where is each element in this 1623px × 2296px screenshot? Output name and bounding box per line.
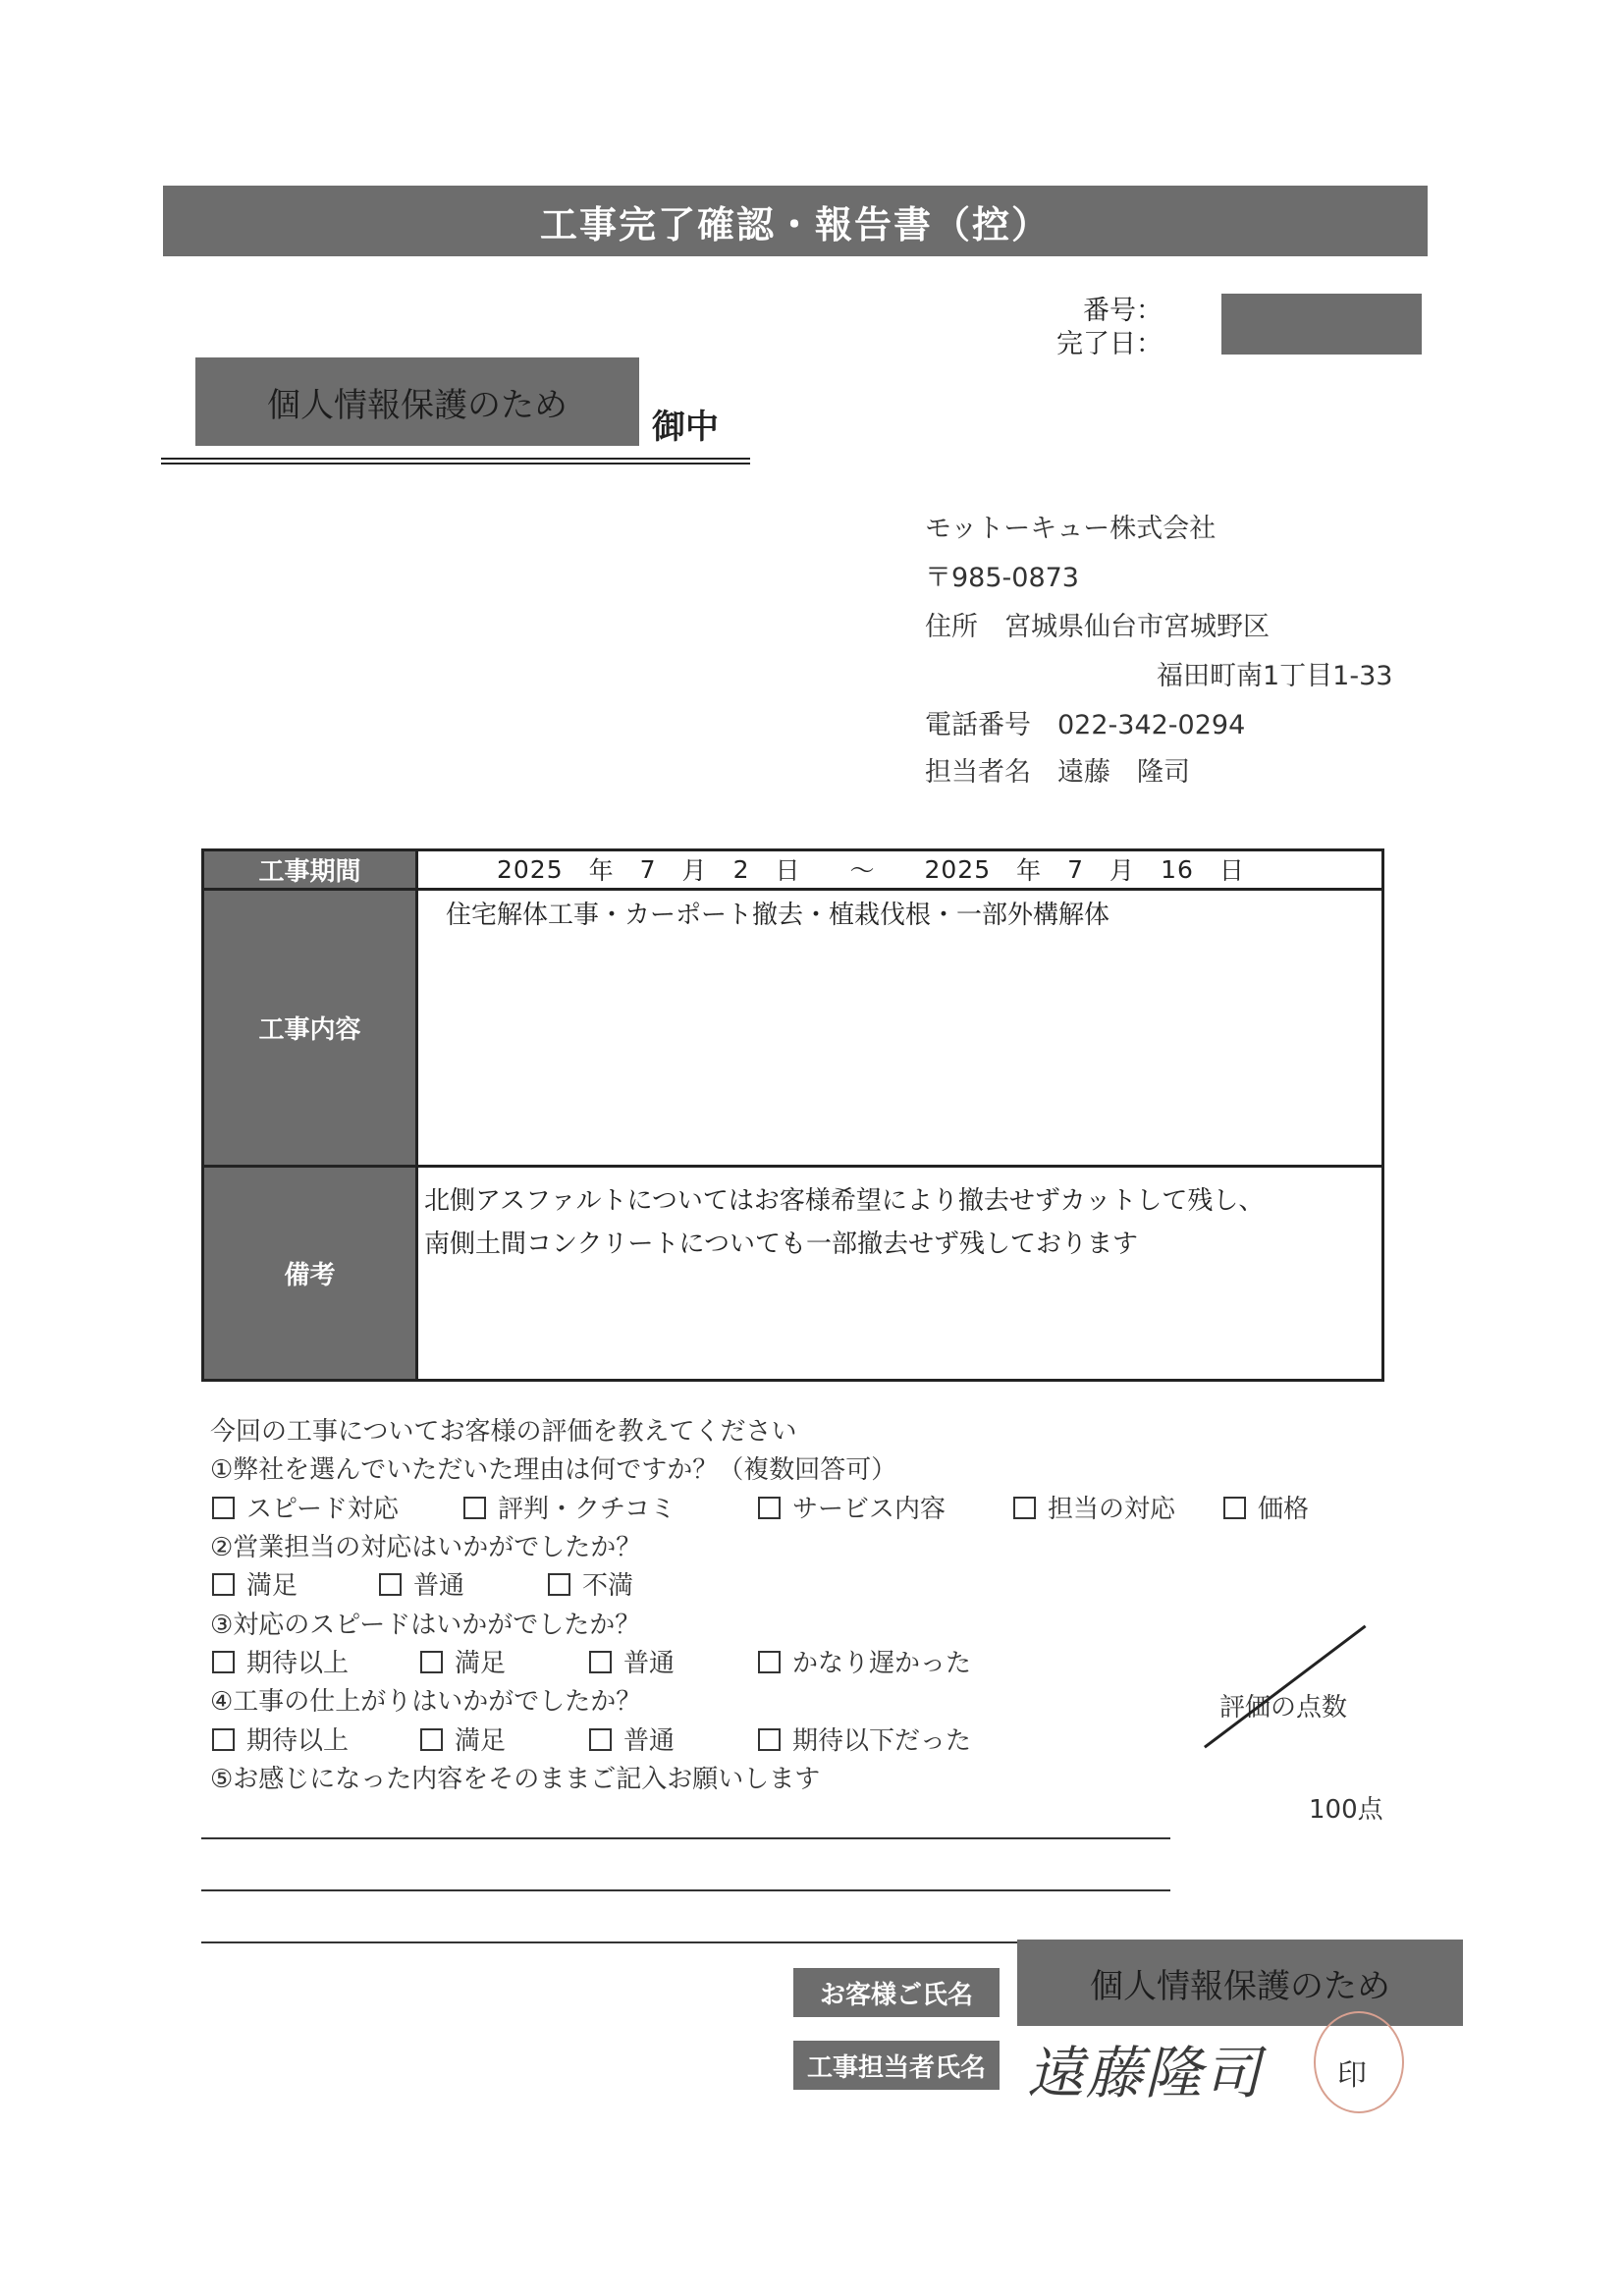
recipient-suffix: 御中 xyxy=(652,408,719,447)
end-year-unit: 年 xyxy=(1016,856,1043,885)
q3-option[interactable]: 満足 xyxy=(420,1643,506,1679)
remarks-label: 備考 xyxy=(203,1167,417,1381)
survey-q4: ④工事の仕上がりはいかがでしたか？ xyxy=(210,1687,642,1717)
start-day-unit: 日 xyxy=(775,856,801,885)
customer-name-label: お客様ご氏名 xyxy=(793,1968,1000,2017)
content-text: 住宅解体工事・カーポート撤去・植栽伐根・一部外構解体 xyxy=(446,901,1110,930)
start-month: 7 xyxy=(639,854,657,884)
end-day: 16 xyxy=(1161,854,1194,884)
start-year: 2025 xyxy=(497,854,564,884)
q4-option[interactable]: 期待以下だった xyxy=(758,1721,971,1757)
company-name: モットーキュー株式会社 xyxy=(925,514,1217,544)
end-day-unit: 日 xyxy=(1218,856,1245,885)
checkbox-icon[interactable] xyxy=(548,1573,570,1596)
document-title: 工事完了確認・報告書（控） xyxy=(163,186,1428,256)
score-label: 評価の点数 xyxy=(1219,1693,1348,1722)
content-row xyxy=(203,890,1383,1167)
q4-option[interactable]: 満足 xyxy=(420,1721,506,1757)
start-day: 2 xyxy=(732,854,750,884)
comment-line-1[interactable] xyxy=(201,1837,1170,1839)
q3-option[interactable]: かなり遅かった xyxy=(758,1643,971,1679)
survey-q1: ①弊社を選んでいただいた理由は何ですか？（複数回答可） xyxy=(210,1455,897,1485)
staff-name-label: 工事担当者氏名 xyxy=(793,2041,1000,2090)
checkbox-icon[interactable] xyxy=(212,1573,235,1596)
q1-option[interactable]: 担当の対応 xyxy=(1013,1489,1175,1525)
company-address-2: 福田町南1丁目1-33 xyxy=(1157,661,1393,691)
work-table xyxy=(201,848,1384,1382)
checkbox-icon[interactable] xyxy=(1223,1497,1246,1519)
checkbox-icon[interactable] xyxy=(758,1497,781,1519)
staff-signature: 遠藤隆司 xyxy=(1027,2040,1264,2106)
survey-q3: ③対応のスピードはいかがでしたか？ xyxy=(210,1611,641,1640)
remarks-line-1: 北側アスファルトについてはお客様希望により撤去せずカットして残し、 xyxy=(424,1186,1265,1216)
survey-q5: ⑤お感じになった内容をそのままご記入お願いします xyxy=(210,1765,821,1794)
remarks-row xyxy=(203,1167,1383,1381)
content-cell xyxy=(417,890,1383,1167)
period-label: 工事期間 xyxy=(203,850,417,890)
period-tilde: 〜 xyxy=(849,856,876,885)
end-month: 7 xyxy=(1067,854,1085,884)
score-value: 100点 xyxy=(1309,1795,1383,1825)
checkbox-icon[interactable] xyxy=(1013,1497,1036,1519)
survey-q2: ②営業担当の対応はいかがでしたか？ xyxy=(210,1533,642,1562)
checkbox-icon[interactable] xyxy=(758,1728,781,1751)
q4-option[interactable]: 普通 xyxy=(589,1721,675,1757)
seal-label: 印 xyxy=(1337,2058,1367,2093)
q4-option[interactable]: 期待以上 xyxy=(212,1721,349,1757)
remarks-line-2: 南側土間コンクリートについても一部撤去せず残しております xyxy=(424,1230,1138,1259)
company-postal: 〒985-0873 xyxy=(925,563,1079,593)
number-label: 番号： xyxy=(1083,296,1163,326)
q2-option[interactable]: 不満 xyxy=(548,1565,633,1602)
q3-option[interactable]: 普通 xyxy=(589,1643,675,1679)
checkbox-icon[interactable] xyxy=(589,1651,612,1673)
content-label: 工事内容 xyxy=(203,890,417,1167)
survey-intro: 今回の工事についてお客様の評価を教えてください xyxy=(210,1417,797,1447)
checkbox-icon[interactable] xyxy=(463,1497,486,1519)
comment-line-2[interactable] xyxy=(201,1889,1170,1891)
q2-option[interactable]: 普通 xyxy=(379,1565,464,1602)
q1-option[interactable]: 価格 xyxy=(1223,1489,1309,1525)
checkbox-icon[interactable] xyxy=(379,1573,402,1596)
customer-name-redaction: 個人情報保護のため xyxy=(1017,1940,1463,2026)
checkbox-icon[interactable] xyxy=(589,1728,612,1751)
end-month-unit: 月 xyxy=(1109,856,1136,885)
period-row xyxy=(203,850,1383,890)
start-year-unit: 年 xyxy=(588,856,615,885)
checkbox-icon[interactable] xyxy=(758,1651,781,1673)
company-address-1: 住所 宮城県仙台市宮城野区 xyxy=(925,612,1270,642)
checkbox-icon[interactable] xyxy=(212,1651,235,1673)
checkbox-icon[interactable] xyxy=(420,1651,443,1673)
completion-date-label: 完了日： xyxy=(1056,329,1163,359)
remarks-cell xyxy=(417,1167,1383,1381)
end-year: 2025 xyxy=(924,854,992,884)
checkbox-icon[interactable] xyxy=(420,1728,443,1751)
company-person: 担当者名 遠藤 隆司 xyxy=(925,757,1190,788)
q1-option[interactable]: 評判・クチコミ xyxy=(463,1489,676,1525)
q1-option[interactable]: サービス内容 xyxy=(758,1489,946,1525)
recipient-redaction: 個人情報保護のため xyxy=(195,357,639,446)
period-cell xyxy=(417,850,1383,890)
start-month-unit: 月 xyxy=(681,856,708,885)
company-phone: 電話番号 022-342-0294 xyxy=(925,710,1246,740)
checkbox-icon[interactable] xyxy=(212,1497,235,1519)
q2-option[interactable]: 満足 xyxy=(212,1565,298,1602)
checkbox-icon[interactable] xyxy=(212,1728,235,1751)
meta-redaction xyxy=(1221,294,1422,355)
q1-option[interactable]: スピード対応 xyxy=(212,1489,399,1525)
q3-option[interactable]: 期待以上 xyxy=(212,1643,349,1679)
recipient-underline xyxy=(161,458,750,465)
